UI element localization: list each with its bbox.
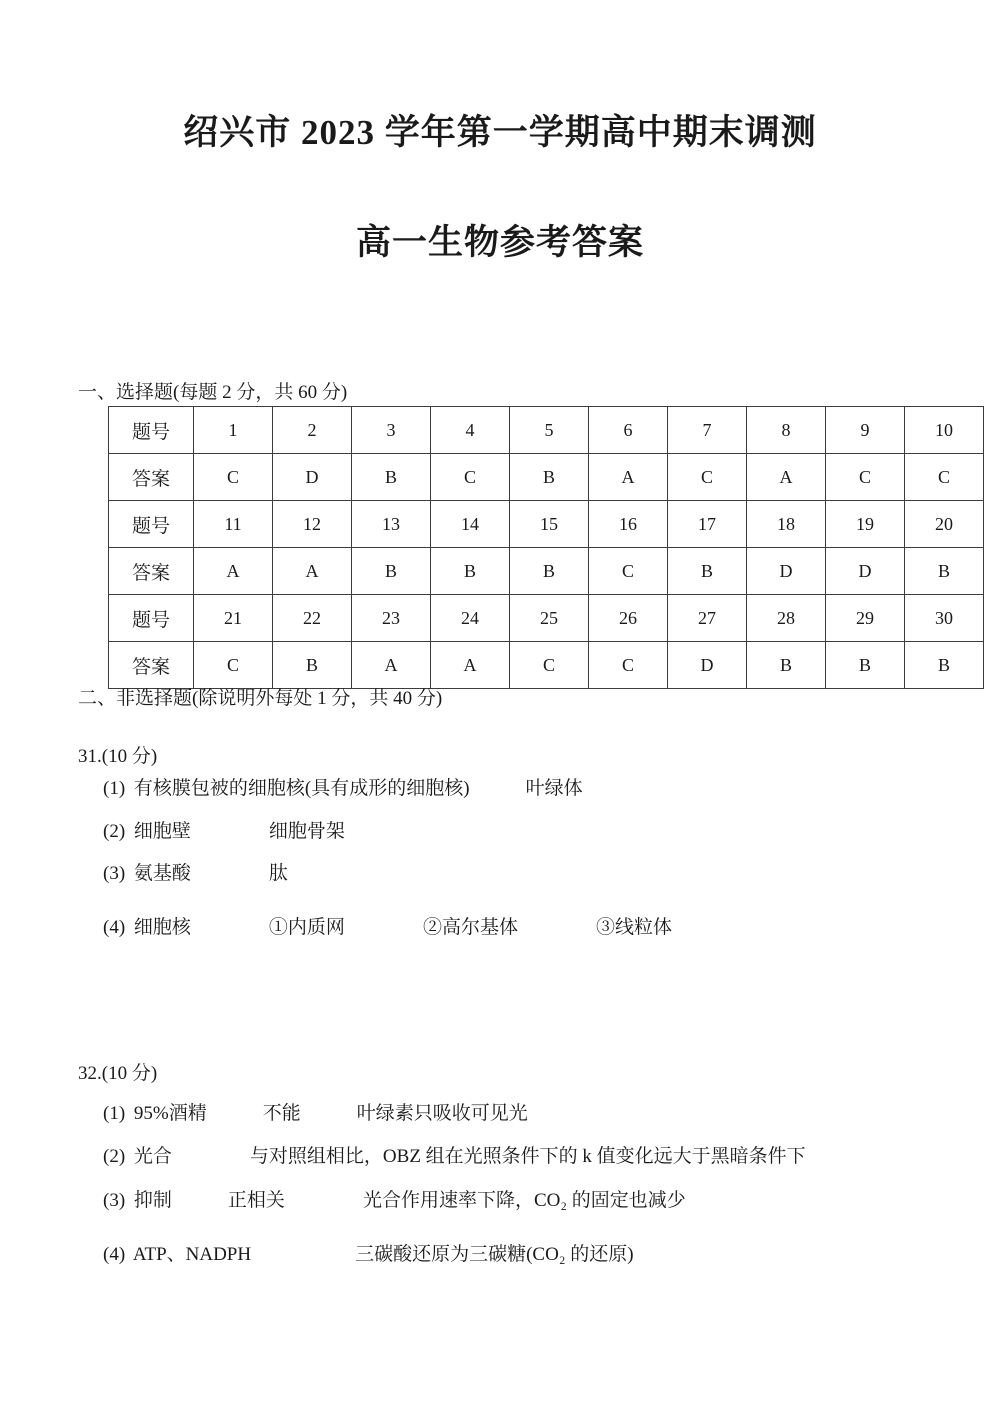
table-cell: 11 xyxy=(194,501,273,548)
table-row xyxy=(109,642,984,689)
table-cell: 8 xyxy=(747,407,826,454)
table-cell: 15 xyxy=(510,501,589,548)
table-row xyxy=(109,454,984,501)
table-cell: D xyxy=(747,548,826,595)
table-cell: 27 xyxy=(668,595,747,642)
table-cell: C xyxy=(510,642,589,689)
sub-question-number: (3) xyxy=(103,863,126,884)
table-cell: A xyxy=(194,548,273,595)
page-title: 绍兴市 2023 学年第一学期高中期末调测 xyxy=(183,113,817,152)
answer-text: 叶绿体 xyxy=(525,778,583,799)
table-cell: C xyxy=(826,454,905,501)
row-label-answer: 答案 xyxy=(109,548,194,595)
table-cell: C xyxy=(905,454,984,501)
question-32-line-4 xyxy=(103,1239,634,1266)
answer-key-table-container xyxy=(108,406,953,689)
table-cell: 23 xyxy=(352,595,431,642)
question-31-line-1 xyxy=(103,773,583,800)
sub-question-number: (4) xyxy=(103,917,126,938)
row-label-answer: 答案 xyxy=(109,642,194,689)
table-cell: 2 xyxy=(273,407,352,454)
table-cell: 14 xyxy=(431,501,510,548)
table-cell: 3 xyxy=(352,407,431,454)
section-heading-free-response: 二、非选择题(除说明外每处 1 分，共 40 分) xyxy=(78,688,443,709)
answer-text: ②高尔基体 xyxy=(422,917,518,938)
table-cell: 16 xyxy=(589,501,668,548)
table-cell: A xyxy=(352,642,431,689)
table-cell: C xyxy=(668,454,747,501)
table-cell: B xyxy=(905,548,984,595)
answer-text: 细胞核 xyxy=(133,917,191,938)
table-cell: B xyxy=(352,548,431,595)
table-cell: B xyxy=(352,454,431,501)
table-cell: A xyxy=(589,454,668,501)
row-label-question-no: 题号 xyxy=(109,407,194,454)
row-label-question-no: 题号 xyxy=(109,595,194,642)
answer-text: 光合作用速率下降，CO₂ 的固定也减少 xyxy=(362,1190,686,1211)
table-cell: A xyxy=(747,454,826,501)
table-cell: B xyxy=(273,642,352,689)
answer-text: 肽 xyxy=(268,863,288,884)
question-32-line-1 xyxy=(103,1098,528,1125)
table-row xyxy=(109,548,984,595)
question-32-line-3 xyxy=(103,1185,686,1212)
table-cell: 19 xyxy=(826,501,905,548)
table-cell: B xyxy=(510,548,589,595)
table-cell: B xyxy=(905,642,984,689)
answer-text: ③线粒体 xyxy=(595,917,672,938)
sub-question-number: (1) xyxy=(103,778,126,799)
table-cell: 5 xyxy=(510,407,589,454)
answer-text: 细胞骨架 xyxy=(268,821,345,842)
table-cell: 9 xyxy=(826,407,905,454)
table-cell: 29 xyxy=(826,595,905,642)
table-cell: 28 xyxy=(747,595,826,642)
table-cell: D xyxy=(273,454,352,501)
answer-text: 有核膜包被的细胞核(具有成形的细胞核) xyxy=(133,778,470,799)
table-cell: 25 xyxy=(510,595,589,642)
table-row xyxy=(109,407,984,454)
table-cell: 21 xyxy=(194,595,273,642)
question-32-line-2 xyxy=(103,1141,806,1168)
row-label-answer: 答案 xyxy=(109,454,194,501)
table-cell: A xyxy=(273,548,352,595)
table-cell: C xyxy=(589,642,668,689)
answer-text: 三碳酸还原为三碳糖(CO₂ 的还原) xyxy=(355,1244,634,1265)
page-subtitle: 高一生物参考答案 xyxy=(355,223,644,262)
table-cell: 1 xyxy=(194,407,273,454)
question-31-line-4 xyxy=(103,912,672,939)
table-cell: C xyxy=(194,454,273,501)
table-cell: 13 xyxy=(352,501,431,548)
table-cell: C xyxy=(194,642,273,689)
answer-text: ATP、NADPH xyxy=(132,1244,252,1265)
table-row xyxy=(109,595,984,642)
table-cell: 20 xyxy=(905,501,984,548)
answer-text: 正相关 xyxy=(227,1190,285,1211)
table-cell: B xyxy=(826,642,905,689)
question-31-title: 31.(10 分) xyxy=(78,746,158,767)
answer-text: 95%酒精 xyxy=(133,1103,207,1124)
table-cell: 7 xyxy=(668,407,747,454)
answer-key-table xyxy=(108,406,984,689)
sub-question-number: (1) xyxy=(103,1103,126,1124)
question-32-title: 32.(10 分) xyxy=(78,1063,158,1084)
table-cell: A xyxy=(431,642,510,689)
table-cell: B xyxy=(510,454,589,501)
table-cell: 10 xyxy=(905,407,984,454)
table-cell: B xyxy=(668,548,747,595)
answer-text: 光合 xyxy=(133,1146,172,1167)
answer-text: 与对照组相比，OBZ 组在光照条件下的 k 值变化远大于黑暗条件下 xyxy=(249,1146,806,1167)
table-cell: C xyxy=(589,548,668,595)
table-cell: 22 xyxy=(273,595,352,642)
table-row xyxy=(109,501,984,548)
sub-question-number: (2) xyxy=(103,1146,126,1167)
answer-text: 氨基酸 xyxy=(133,863,191,884)
answer-text: 细胞壁 xyxy=(133,821,191,842)
sub-question-number: (4) xyxy=(103,1244,126,1265)
table-cell: 6 xyxy=(589,407,668,454)
answer-text: ①内质网 xyxy=(268,917,345,938)
question-31-line-3 xyxy=(103,858,288,885)
table-cell: 4 xyxy=(431,407,510,454)
sub-question-number: (3) xyxy=(103,1190,126,1211)
question-31-line-2 xyxy=(103,816,345,843)
table-cell: 17 xyxy=(668,501,747,548)
table-cell: D xyxy=(668,642,747,689)
answer-text: 不能 xyxy=(262,1103,301,1124)
table-cell: B xyxy=(431,548,510,595)
table-cell: B xyxy=(747,642,826,689)
table-cell: 24 xyxy=(431,595,510,642)
table-cell: 18 xyxy=(747,501,826,548)
table-cell: 30 xyxy=(905,595,984,642)
table-cell: 12 xyxy=(273,501,352,548)
section-heading-multiple-choice: 一、选择题(每题 2 分，共 60 分) xyxy=(78,382,348,403)
table-cell: C xyxy=(431,454,510,501)
answer-text: 抑制 xyxy=(133,1190,172,1211)
row-label-question-no: 题号 xyxy=(109,501,194,548)
table-cell: D xyxy=(826,548,905,595)
table-cell: 26 xyxy=(589,595,668,642)
sub-question-number: (2) xyxy=(103,821,126,842)
answer-text: 叶绿素只吸收可见光 xyxy=(356,1103,528,1124)
